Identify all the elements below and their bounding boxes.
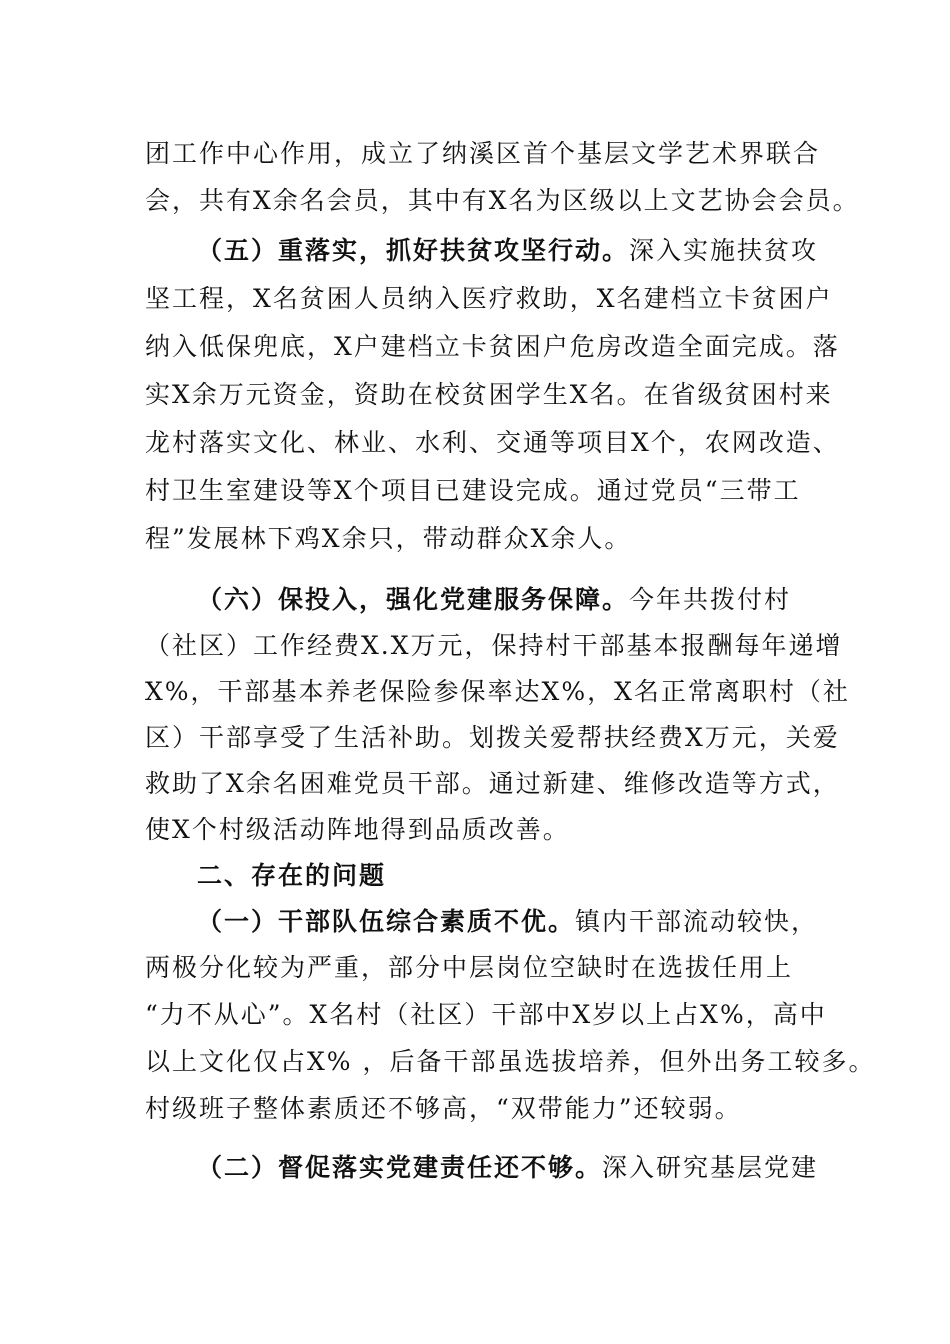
subsection-heading: （二）督促落实党建责任还不够。 — [197, 1153, 603, 1182]
body-text: 今年共拨付村 — [629, 585, 792, 614]
body-text-line: 两极分化较为严重，部分中层岗位空缺时在选拔任用上 — [145, 953, 794, 982]
body-text: 深入实施扶贫攻 — [629, 236, 819, 265]
body-text-line: （社区）工作经费X.X万元，保持村干部基本报酬每年递增 — [145, 631, 843, 660]
body-text-line: 团工作中心作用，成立了纳溪区首个基层文学艺术界联合 — [145, 139, 821, 168]
subsection-heading: （一）干部队伍综合素质不优。 — [197, 907, 576, 936]
body-text-line: 以上文化仅占X% ，后备干部虽选拔培养，但外出务工较多。 — [145, 1047, 876, 1076]
body-text-line: 纳入低保兜底，X户建档立卡贫困户危房改造全面完成。落 — [145, 332, 840, 361]
body-text-line: “力不从心”。X名村（社区）干部中X岁以上占X%，高中 — [145, 1000, 827, 1029]
body-text-line: 区）干部享受了生活补助。划拨关爱帮扶经费X万元，关爱 — [145, 723, 840, 752]
body-text-line: 程”发展林下鸡X余只，带动群众X余人。 — [145, 524, 632, 553]
paragraph-first-line — [197, 233, 818, 269]
body-text-line: 实X余万元资金，资助在校贫困学生X名。在省级贫困村来 — [145, 380, 833, 409]
body-text-line: 坚工程，X名贫困人员纳入医疗救助，X名建档立卡贫困户 — [145, 284, 833, 313]
body-text-line: 使X个村级活动阵地得到品质改善。 — [145, 815, 570, 844]
body-text-line: 龙村落实文化、林业、水利、交通等项目X个，农网改造、 — [145, 428, 840, 457]
section-heading: 二、存在的问题 — [197, 861, 387, 890]
subsection-heading: （六）保投入，强化党建服务保障。 — [197, 585, 630, 614]
subsection-heading: （五）重落实，抓好扶贫攻坚行动。 — [197, 236, 630, 265]
body-text-line: 村卫生室建设等X个项目已建设完成。通过党员“三带工 — [145, 476, 801, 505]
paragraph-first-line — [197, 582, 791, 618]
body-text: 深入研究基层党建 — [602, 1153, 819, 1182]
body-text-line: X%，干部基本养老保险参保率达X%，X名正常离职村（社 — [145, 677, 850, 706]
paragraph-first-line — [197, 1150, 818, 1186]
body-text-line: 救助了X余名困难党员干部。通过新建、维修改造等方式， — [145, 769, 840, 798]
paragraph-first-line — [197, 904, 818, 940]
body-text: 镇内干部流动较快， — [575, 907, 819, 936]
body-text-line: 村级班子整体素质还不够高，“双带能力”还较弱。 — [145, 1094, 742, 1123]
body-text-line: 会，共有X余名会员，其中有X名为区级以上文艺协会会员。 — [145, 186, 860, 215]
